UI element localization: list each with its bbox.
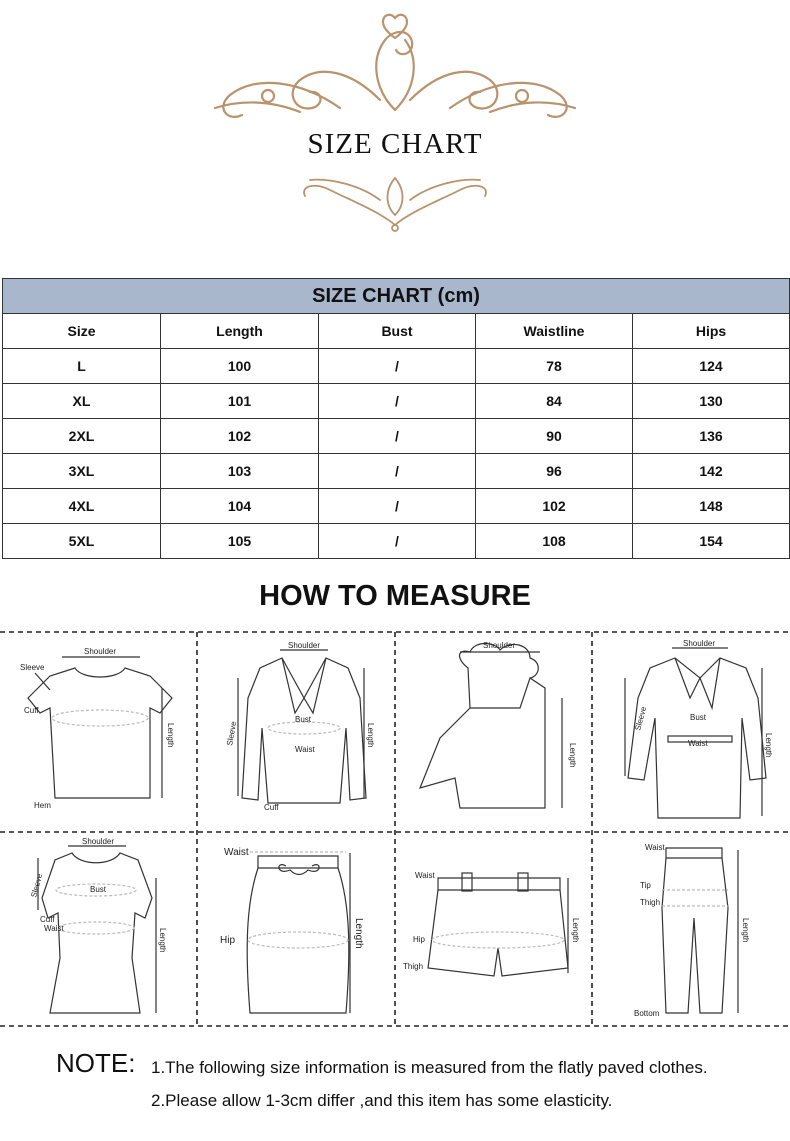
table-row	[3, 524, 790, 559]
table-cell: 90	[476, 419, 633, 454]
table-cell: 104	[161, 489, 319, 524]
table-cell: 154	[633, 524, 790, 559]
label-shoulder: Shoulder	[84, 647, 117, 656]
shorts-diagram	[428, 873, 568, 976]
label-sleeve: Sleeve	[225, 720, 239, 747]
page-title: SIZE CHART	[307, 128, 483, 160]
table-cell: /	[319, 349, 476, 384]
label-hem: Hem	[34, 801, 51, 810]
table-cell: 78	[476, 349, 633, 384]
table-row	[3, 349, 790, 384]
table-header-row	[3, 314, 790, 349]
skirt-diagram	[247, 852, 350, 1013]
table-cell: 96	[476, 454, 633, 489]
label-hip: Hip	[220, 935, 236, 946]
fur-coat-diagram	[420, 644, 562, 809]
note-label: NOTE:	[56, 1048, 136, 1078]
table-cell: 5XL	[3, 524, 161, 559]
label-shoulder: Shoulder	[82, 837, 115, 846]
table-cell: 130	[633, 384, 790, 419]
note-line-2: 2.Please allow 1-3cm differ ,and this item has some elasticity.	[151, 1091, 613, 1110]
label-waist: Waist	[44, 924, 64, 933]
table-cell: /	[319, 489, 476, 524]
table-cell: 3XL	[3, 454, 161, 489]
table-caption: SIZE CHART (cm)	[3, 279, 790, 314]
label-length: Length	[571, 918, 580, 943]
tshirt-diagram	[28, 657, 172, 798]
ornament-header	[0, 0, 790, 240]
label-bust: Bust	[90, 885, 107, 894]
label-sleeve: Sleeve	[29, 872, 45, 899]
column-header: Length	[161, 314, 319, 349]
label-bottom: Bottom	[634, 1009, 660, 1018]
measure-grid	[0, 628, 790, 1030]
table-cell: 100	[161, 349, 319, 384]
table-row	[3, 454, 790, 489]
table-cell: 84	[476, 384, 633, 419]
table-row	[3, 419, 790, 454]
note-line-1: 1.The following size information is measured from the flatly paved clothes.	[151, 1058, 708, 1077]
trench-coat-diagram	[625, 648, 766, 818]
label-bust: Bust	[295, 715, 312, 724]
label-waist: Waist	[415, 871, 435, 880]
label-length: Length	[764, 733, 773, 758]
column-header: Hips	[633, 314, 790, 349]
table-cell: /	[319, 384, 476, 419]
label-hip: Hip	[413, 935, 426, 944]
label-thigh: Thigh	[640, 898, 661, 907]
label-shoulder: Shoulder	[288, 641, 321, 650]
pants-diagram	[662, 848, 738, 1013]
label-length: Length	[366, 723, 375, 748]
table-cell: 142	[633, 454, 790, 489]
table-cell: 136	[633, 419, 790, 454]
table-cell: 108	[476, 524, 633, 559]
table-cell: 105	[161, 524, 319, 559]
label-waist: Waist	[688, 739, 708, 748]
table-row	[3, 489, 790, 524]
label-waist: Waist	[295, 745, 315, 754]
table-cell: /	[319, 454, 476, 489]
table-cell: /	[319, 524, 476, 559]
table-cell: 102	[476, 489, 633, 524]
table-cell: /	[319, 419, 476, 454]
table-cell: 2XL	[3, 419, 161, 454]
label-length: Length	[568, 743, 577, 768]
table-cell: 103	[161, 454, 319, 489]
table-cell: XL	[3, 384, 161, 419]
label-length: Length	[158, 928, 167, 953]
label-length: Length	[166, 723, 175, 748]
column-header: Waistline	[476, 314, 633, 349]
label-length: Length	[353, 918, 364, 949]
size-table	[2, 278, 790, 559]
label-shoulder: Shoulder	[683, 639, 716, 648]
label-bust: Bust	[690, 713, 707, 722]
label-sleeve: Sleeve	[633, 705, 649, 732]
label-waist: Waist	[645, 843, 665, 852]
column-header: Size	[3, 314, 161, 349]
label-cuff: Cuff	[40, 915, 55, 924]
label-sleeve: Sleeve	[20, 663, 45, 672]
table-row	[3, 384, 790, 419]
table-cell: 4XL	[3, 489, 161, 524]
column-header: Bust	[319, 314, 476, 349]
section-title: HOW TO MEASURE	[259, 580, 531, 612]
label-cuff: Cuff	[24, 706, 39, 715]
label-tip: Tip	[640, 881, 651, 890]
table-cell: 148	[633, 489, 790, 524]
label-shoulder: Shoulder	[483, 641, 516, 650]
blazer-diagram	[238, 650, 366, 803]
table-cell: 124	[633, 349, 790, 384]
label-waist: Waist	[224, 847, 249, 858]
label-thigh: Thigh	[403, 962, 424, 971]
table-cell: 101	[161, 384, 319, 419]
label-length: Length	[741, 918, 750, 943]
table-cell: L	[3, 349, 161, 384]
table-cell: 102	[161, 419, 319, 454]
label-cuff: Cuff	[264, 803, 279, 812]
